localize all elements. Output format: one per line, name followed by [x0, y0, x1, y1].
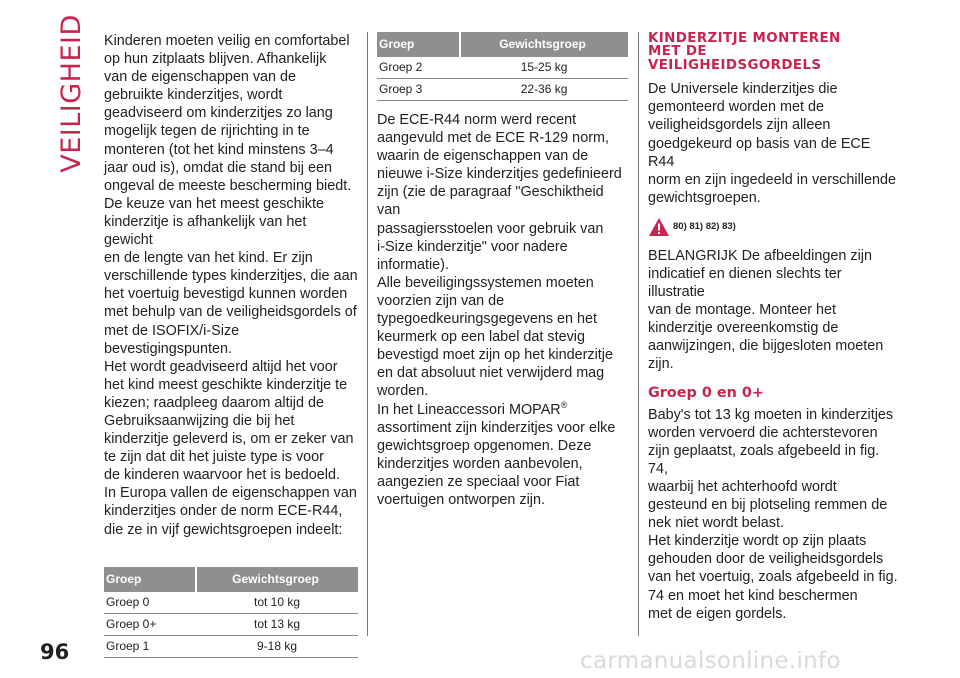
weight-group-table-2 — [377, 32, 628, 101]
cell-weight: 9-18 kg — [196, 635, 358, 657]
column-3 — [648, 32, 900, 623]
page-number: 96 — [40, 640, 70, 664]
weight-group-table-1 — [104, 567, 358, 658]
table-row — [104, 592, 358, 614]
cell-weight: 15-25 kg — [460, 57, 628, 79]
intro-paragraph: Kinderen moeten veilig en comfortabel op hun zitplaats blijven. Afhankelijk van de eigenschappen van de gebruikte kinderzitjes, wordt geadviseerd om kinderzitjes zo lang mogelijk tegen de rijrichting in te monteren (tot het kind minstens 3–4 jaar oud is), omdat die stand bij een ongeval de meeste bescherming biedt. De keuze van het meest geschikte kinderzitje is afhankelijk van het gewicht en de lengte van het kind. Er zijn verschillende types kinderzitjes, die aan het voertuig bevestigd kunnen worden met behulp van de veiligheidsgordels of met de ISOFIX/i-Size bevestigingspunten. Het wordt geadviseerd altijd het voor het kind meest geschikte kinderzitje te kiezen; raadpleeg daarom altijd de Gebruiksaanwijzing die bij het kinderzitje geleverd is, om er zeker van te zijn dat dit het juiste type is voor de kinderen waarvoor het is bedoeld. In Europa vallen de eigenschappen van kinderzitjes onder de norm ECE-R44, die ze in vijf gewichtsgroepen indeelt: — [104, 33, 358, 538]
group-0-subheading: Groep 0 en 0+ — [648, 384, 764, 401]
registered-mark: ® — [560, 399, 568, 410]
table-header-row — [377, 32, 628, 57]
header-weight: Gewichtsgroep — [196, 567, 358, 592]
cell-group: Groep 2 — [377, 57, 460, 79]
group-0-paragraph: Baby's tot 13 kg moeten in kinderzitjes worden vervoerd die achterstevoren zijn geplaatst, zoals afgebeeld in fig. 74, waarbij het achterhoofd wordt gesteund en bij plotseling remmen de nek niet wordt belast. Het kinderzitje wordt op zijn plaats gehouden door de veiligheidsgordels van het voertuig, zoals afgebeeld in fig. 74 en moet het kind beschermen met de eigen gordels. — [648, 406, 898, 622]
header-group: Groep — [104, 567, 196, 592]
cell-weight: tot 10 kg — [196, 592, 358, 614]
ece-r44-paragraph — [377, 111, 628, 509]
warning-reference — [648, 217, 900, 237]
column-2 — [377, 32, 628, 509]
cell-group: Groep 1 — [104, 635, 196, 657]
warning-refs-text: 80) 81) 82) 83) — [673, 220, 736, 232]
cell-group: Groep 3 — [377, 79, 460, 101]
table-row — [104, 635, 358, 657]
table-row — [377, 57, 628, 79]
column-divider — [638, 32, 639, 636]
side-title-text: VEILIGHEID — [55, 13, 87, 173]
table-header-row — [104, 567, 358, 592]
column-1 — [104, 32, 358, 658]
ece-text-a: De ECE-R44 norm werd recent aangevuld met de ECE R-129 norm, waarin de eigenschappen van de nieuwe i-Size kinderzitjes gedefinieerd zijn (zie de paragraaf "Geschiktheid van passagiersstoelen voor gebruik van i-Size kinderzitje" voor nadere informatie). Alle beveiligingssystemen moeten voorzien zijn van de typegoedkeuringsgegevens en het keurmerk op een label dat stevig bevestigd moet zijn op het kinderzitje en dat absoluut niet verwijderd mag worden. In het Lineaccessori MOPAR — [377, 112, 622, 418]
universal-seats-paragraph: De Universele kinderzitjes die gemonteerd worden met de veiligheidsgordels zijn alleen goedgekeurd op basis van de ECE R44 norm en zijn ingedeeld in verschillende gewichtsgroepen. — [648, 81, 896, 206]
cell-group: Groep 0 — [104, 592, 196, 614]
table-row — [104, 613, 358, 635]
cell-weight: 22-36 kg — [460, 79, 628, 101]
cell-group: Groep 0+ — [104, 613, 196, 635]
header-group: Groep — [377, 32, 460, 57]
table-row — [377, 79, 628, 101]
header-weight: Gewichtsgroep — [460, 32, 628, 57]
cell-weight: tot 13 kg — [196, 613, 358, 635]
important-paragraph: BELANGRIJK De afbeeldingen zijn indicatief en dienen slechts ter illustratie van de montage. Monteer het kinderzitje overeenkomstig de aanwijzingen, die bijgesloten moeten zijn. — [648, 247, 884, 373]
warning-triangle-icon — [648, 217, 670, 237]
section-heading: KINDERZITJE MONTEREN MET DE VEILIGHEIDSGORDELS — [648, 31, 841, 73]
column-divider — [367, 32, 368, 636]
ece-text-b: assortiment zijn kinderzitjes voor elke gewichtsgroep opgenomen. Deze kinderzitjes worden aanbevolen, aangezien ze speciaal voor Fiat voertuigen ontworpen zijn. — [377, 419, 616, 508]
watermark: carmanualsonline.info — [580, 648, 841, 674]
section-side-title — [55, 13, 87, 173]
